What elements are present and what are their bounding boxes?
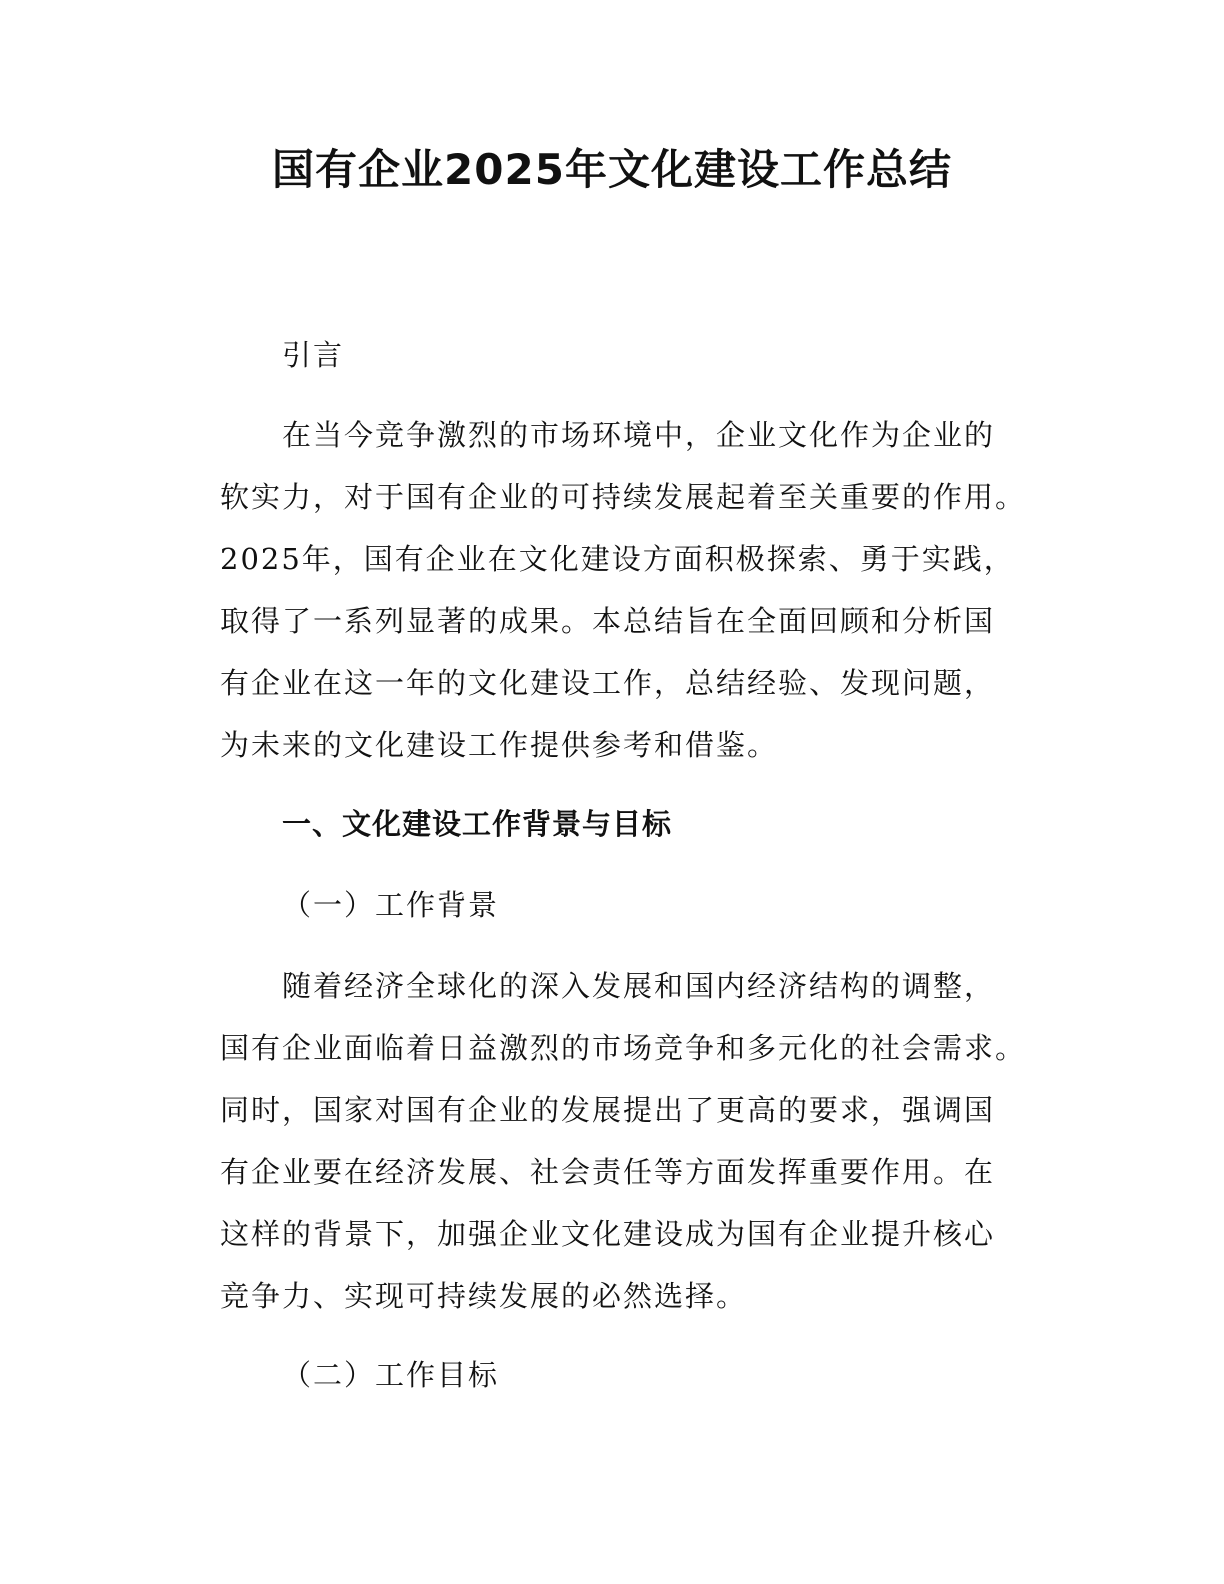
paragraph-line: 同时，国家对国有企业的发展提出了更高的要求，强调国 (220, 1093, 996, 1127)
paragraph-line: 竞争力、实现可持续发展的必然选择。 (220, 1279, 748, 1313)
section-heading: 一、文化建设工作背景与目标 (282, 807, 673, 841)
subsection-heading-block (220, 883, 1020, 927)
intro-heading-block (220, 333, 1020, 377)
intro-heading: 引言 (282, 338, 345, 372)
paragraph-line: 这样的背景下，加强企业文化建设成为国有企业提升核心 (220, 1217, 996, 1251)
subsection-heading-block (220, 1353, 1020, 1397)
paragraph-line: 取得了一系列显著的成果。本总结旨在全面回顾和分析国 (220, 604, 996, 638)
paragraph-line: 有企业要在经济发展、社会责任等方面发挥重要作用。在 (220, 1155, 996, 1189)
intro-paragraph (220, 404, 1027, 776)
paragraph-line: 在当今竞争激烈的市场环境中，企业文化作为企业的 (282, 418, 996, 452)
document-title: 国有企业2025年文化建设工作总结 (272, 145, 952, 194)
subsection-heading: （一）工作背景 (282, 888, 500, 922)
paragraph-line: 2025年，国有企业在文化建设方面积极探索、勇于实践， (220, 542, 1015, 576)
paragraph-line: 随着经济全球化的深入发展和国内经济结构的调整， (282, 969, 996, 1003)
subsection-heading: （二）工作目标 (282, 1358, 500, 1392)
paragraph-line: 国有企业面临着日益激烈的市场竞争和多元化的社会需求。 (220, 1031, 1027, 1065)
paragraph-line: 有企业在这一年的文化建设工作，总结经验、发现问题， (220, 666, 996, 700)
background-paragraph (220, 955, 1027, 1327)
paragraph-line: 为未来的文化建设工作提供参考和借鉴。 (220, 728, 779, 762)
paragraph-line: 软实力，对于国有企业的可持续发展起着至关重要的作用。 (220, 480, 1027, 514)
